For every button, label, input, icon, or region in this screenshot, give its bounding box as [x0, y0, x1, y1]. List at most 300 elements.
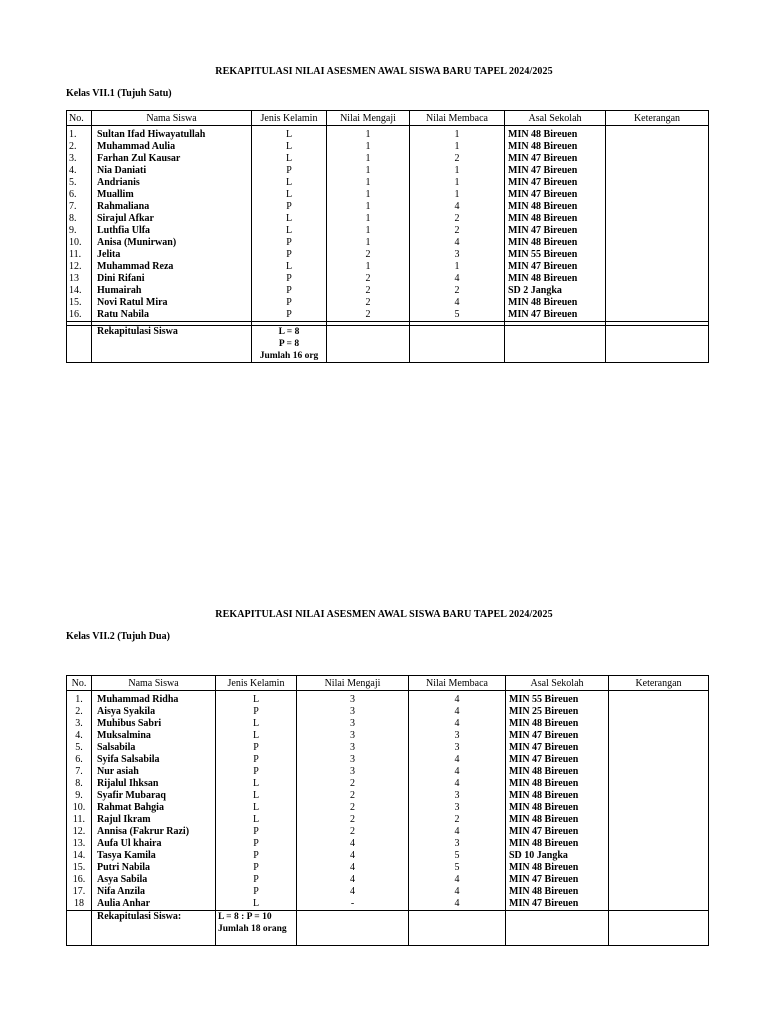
student-name: Annisa (Fakrur Razi)	[92, 826, 216, 838]
header-jenis-kelamin: Jenis Kelamin	[252, 111, 327, 126]
asal-sekolah: MIN 48 Bireuen	[505, 213, 606, 225]
nilai-membaca: 3	[410, 249, 505, 261]
student-name: Muallim	[92, 189, 252, 201]
table-row	[67, 285, 709, 297]
nilai-mengaji: 2	[297, 814, 409, 826]
keterangan	[606, 273, 709, 285]
table-kelas-vii-2	[66, 675, 709, 946]
keterangan	[609, 838, 709, 850]
nilai-membaca: 3	[409, 790, 506, 802]
nilai-mengaji: 2	[297, 802, 409, 814]
row-no: 5.	[67, 177, 92, 189]
nilai-membaca: 4	[409, 898, 506, 911]
nilai-membaca: 1	[410, 189, 505, 201]
table-row	[67, 273, 709, 285]
student-name: Luthfia Ulfa	[92, 225, 252, 237]
student-name: Rahmat Bahgia	[92, 802, 216, 814]
student-name: Muhammad Reza	[92, 261, 252, 273]
nilai-membaca: 2	[410, 153, 505, 165]
asal-sekolah: MIN 47 Bireuen	[505, 309, 606, 322]
row-no: 15.	[67, 862, 92, 874]
row-no: 17.	[67, 886, 92, 898]
nilai-mengaji: 2	[297, 790, 409, 802]
table-row	[67, 189, 709, 201]
nilai-mengaji: 3	[297, 706, 409, 718]
gender: P	[216, 706, 297, 718]
table-row	[67, 766, 709, 778]
header-keterangan: Keterangan	[606, 111, 709, 126]
row-no: 10.	[67, 802, 92, 814]
student-name: Sultan Ifad Hiwayatullah	[92, 126, 252, 142]
nilai-membaca: 1	[410, 141, 505, 153]
asal-sekolah: MIN 47 Bireuen	[506, 826, 609, 838]
keterangan	[609, 691, 709, 707]
nilai-membaca: 4	[409, 766, 506, 778]
nilai-membaca: 3	[409, 802, 506, 814]
nilai-membaca: 4	[409, 886, 506, 898]
keterangan	[606, 297, 709, 309]
asal-sekolah: MIN 25 Bireuen	[506, 706, 609, 718]
row-no: 13.	[67, 838, 92, 850]
asal-sekolah: MIN 48 Bireuen	[505, 297, 606, 309]
nilai-mengaji: -	[297, 898, 409, 911]
keterangan	[606, 126, 709, 142]
keterangan	[609, 874, 709, 886]
keterangan	[606, 165, 709, 177]
student-name: Syafir Mubaraq	[92, 790, 216, 802]
student-name: Sirajul Afkar	[92, 213, 252, 225]
gender: P	[252, 285, 327, 297]
asal-sekolah: MIN 48 Bireuen	[505, 201, 606, 213]
keterangan	[609, 766, 709, 778]
gender: L	[252, 225, 327, 237]
table-row	[67, 249, 709, 261]
student-name: Nur asiah	[92, 766, 216, 778]
nilai-mengaji: 4	[297, 886, 409, 898]
row-no: 2.	[67, 706, 92, 718]
gender: P	[216, 754, 297, 766]
table-row	[67, 778, 709, 790]
asal-sekolah: MIN 48 Bireuen	[505, 141, 606, 153]
nilai-mengaji: 3	[297, 742, 409, 754]
header-nilai-membaca: Nilai Membaca	[409, 676, 506, 691]
student-name: Putri Nabila	[92, 862, 216, 874]
student-name: Nia Daniati	[92, 165, 252, 177]
row-no: 1.	[67, 126, 92, 142]
nilai-mengaji: 1	[327, 213, 410, 225]
asal-sekolah: MIN 48 Bireuen	[506, 718, 609, 730]
gender: L	[216, 790, 297, 802]
gender: P	[252, 309, 327, 322]
student-name: Nifa Anzila	[92, 886, 216, 898]
keterangan	[606, 249, 709, 261]
nilai-mengaji: 1	[327, 126, 410, 142]
keterangan	[606, 201, 709, 213]
student-name: Aulia Anhar	[92, 898, 216, 911]
header-nama-siswa: Nama Siswa	[92, 676, 216, 691]
nilai-mengaji: 3	[297, 766, 409, 778]
gender: L	[252, 213, 327, 225]
asal-sekolah: MIN 48 Bireuen	[506, 814, 609, 826]
nilai-membaca: 2	[410, 213, 505, 225]
gender: P	[216, 850, 297, 862]
summary-line: L = 8	[278, 327, 300, 337]
row-no: 10.	[67, 237, 92, 249]
keterangan	[609, 814, 709, 826]
header-jenis-kelamin: Jenis Kelamin	[216, 676, 297, 691]
section-2-kelas: Kelas VII.2 (Tujuh Dua)	[66, 631, 170, 642]
nilai-membaca: 4	[410, 273, 505, 285]
table-row	[67, 814, 709, 826]
section-1-title: REKAPITULASI NILAI ASESMEN AWAL SISWA BARU TAPEL 2024/2025	[215, 66, 553, 77]
nilai-membaca: 5	[410, 309, 505, 322]
keterangan	[606, 225, 709, 237]
section-1-kelas: Kelas VII.1 (Tujuh Satu)	[66, 88, 172, 99]
nilai-membaca: 4	[410, 297, 505, 309]
summary-counts	[252, 326, 327, 363]
nilai-mengaji: 1	[327, 261, 410, 273]
nilai-mengaji: 2	[297, 826, 409, 838]
table-row	[67, 898, 709, 911]
nilai-mengaji: 1	[327, 153, 410, 165]
nilai-mengaji: 1	[327, 225, 410, 237]
table-row	[67, 850, 709, 862]
asal-sekolah: SD 10 Jangka	[506, 850, 609, 862]
row-no: 3.	[67, 153, 92, 165]
summary-label: Rekapitulasi Siswa:	[92, 911, 216, 946]
nilai-mengaji: 1	[327, 165, 410, 177]
nilai-membaca: 1	[410, 177, 505, 189]
nilai-mengaji: 2	[327, 273, 410, 285]
asal-sekolah: MIN 48 Bireuen	[506, 886, 609, 898]
gender: L	[216, 778, 297, 790]
nilai-membaca: 4	[409, 718, 506, 730]
table-header-row	[67, 111, 709, 126]
keterangan	[606, 177, 709, 189]
student-name: Rajul Ikram	[92, 814, 216, 826]
asal-sekolah: MIN 47 Bireuen	[506, 730, 609, 742]
asal-sekolah: MIN 48 Bireuen	[505, 126, 606, 142]
table-row	[67, 213, 709, 225]
nilai-membaca: 5	[409, 862, 506, 874]
keterangan	[609, 862, 709, 874]
gender: L	[216, 718, 297, 730]
asal-sekolah: MIN 48 Bireuen	[505, 273, 606, 285]
table-row	[67, 309, 709, 322]
student-name: Rahmaliana	[92, 201, 252, 213]
nilai-mengaji: 1	[327, 189, 410, 201]
nilai-membaca: 2	[410, 225, 505, 237]
asal-sekolah: MIN 47 Bireuen	[505, 177, 606, 189]
row-no: 3.	[67, 718, 92, 730]
table-row	[67, 826, 709, 838]
row-no: 5.	[67, 742, 92, 754]
keterangan	[606, 153, 709, 165]
student-name: Asya Sabila	[92, 874, 216, 886]
nilai-mengaji: 2	[327, 249, 410, 261]
row-no: 7.	[67, 766, 92, 778]
gender: L	[216, 691, 297, 707]
student-name: Aufa Ul khaira	[92, 838, 216, 850]
keterangan	[609, 718, 709, 730]
nilai-membaca: 2	[409, 814, 506, 826]
keterangan	[609, 790, 709, 802]
student-name: Farhan Zul Kausar	[92, 153, 252, 165]
summary-label: Rekapitulasi Siswa	[92, 326, 252, 363]
row-no: 9.	[67, 225, 92, 237]
table-row	[67, 261, 709, 273]
gender: L	[252, 261, 327, 273]
header-nama-siswa: Nama Siswa	[92, 111, 252, 126]
gender: P	[252, 273, 327, 285]
header-asal-sekolah: Asal Sekolah	[506, 676, 609, 691]
row-no: 12.	[67, 826, 92, 838]
student-name: Anisa (Munirwan)	[92, 237, 252, 249]
gender: P	[252, 297, 327, 309]
summary-row	[67, 911, 709, 946]
nilai-mengaji: 2	[327, 309, 410, 322]
student-name: Muhammad Ridha	[92, 691, 216, 707]
nilai-membaca: 1	[410, 165, 505, 177]
table-row	[67, 742, 709, 754]
nilai-membaca: 4	[409, 778, 506, 790]
student-name: Rijalul Ihksan	[92, 778, 216, 790]
table-row	[67, 297, 709, 309]
table-row	[67, 862, 709, 874]
student-name: Muksalmina	[92, 730, 216, 742]
nilai-membaca: 1	[410, 261, 505, 273]
table-row	[67, 237, 709, 249]
nilai-mengaji: 1	[327, 141, 410, 153]
table-row	[67, 802, 709, 814]
gender: P	[216, 838, 297, 850]
keterangan	[609, 802, 709, 814]
nilai-membaca: 3	[409, 742, 506, 754]
asal-sekolah: MIN 48 Bireuen	[506, 790, 609, 802]
summary-line: P = 8	[278, 339, 300, 349]
nilai-membaca: 5	[409, 850, 506, 862]
keterangan	[606, 285, 709, 297]
asal-sekolah: MIN 48 Bireuen	[506, 802, 609, 814]
nilai-membaca: 4	[409, 826, 506, 838]
student-name: Humairah	[92, 285, 252, 297]
summary-row	[67, 326, 709, 363]
table-row	[67, 153, 709, 165]
asal-sekolah: MIN 48 Bireuen	[506, 766, 609, 778]
gender: P	[252, 201, 327, 213]
asal-sekolah: MIN 47 Bireuen	[505, 261, 606, 273]
table-row	[67, 874, 709, 886]
gender: P	[216, 766, 297, 778]
row-no: 6.	[67, 189, 92, 201]
header-no: No.	[67, 676, 92, 691]
row-no: 8.	[67, 778, 92, 790]
row-no: 14.	[67, 850, 92, 862]
header-nilai-mengaji: Nilai Mengaji	[327, 111, 410, 126]
gender: L	[252, 141, 327, 153]
nilai-membaca: 4	[409, 874, 506, 886]
asal-sekolah: MIN 55 Bireuen	[506, 691, 609, 707]
keterangan	[609, 886, 709, 898]
keterangan	[609, 898, 709, 911]
table-row	[67, 886, 709, 898]
nilai-mengaji: 2	[327, 285, 410, 297]
student-name: Muhammad Aulia	[92, 141, 252, 153]
keterangan	[609, 754, 709, 766]
gender: L	[252, 126, 327, 142]
header-nilai-mengaji: Nilai Mengaji	[297, 676, 409, 691]
asal-sekolah: MIN 47 Bireuen	[506, 898, 609, 911]
keterangan	[609, 826, 709, 838]
table-row	[67, 790, 709, 802]
asal-sekolah: MIN 48 Bireuen	[506, 838, 609, 850]
keterangan	[606, 237, 709, 249]
row-no: 13	[67, 273, 92, 285]
nilai-membaca: 3	[409, 838, 506, 850]
student-name: Andrianis	[92, 177, 252, 189]
table-row	[67, 201, 709, 213]
asal-sekolah: MIN 48 Bireuen	[506, 778, 609, 790]
header-keterangan: Keterangan	[609, 676, 709, 691]
row-no: 16.	[67, 874, 92, 886]
student-name: Jelita	[92, 249, 252, 261]
nilai-mengaji: 3	[297, 754, 409, 766]
table-kelas-vii-1	[66, 110, 709, 363]
table-row	[67, 691, 709, 707]
keterangan	[609, 742, 709, 754]
nilai-mengaji: 4	[297, 850, 409, 862]
gender: L	[252, 189, 327, 201]
table-row	[67, 126, 709, 142]
nilai-membaca: 3	[409, 730, 506, 742]
keterangan	[606, 261, 709, 273]
gender: P	[252, 237, 327, 249]
asal-sekolah: MIN 47 Bireuen	[506, 742, 609, 754]
nilai-mengaji: 3	[297, 730, 409, 742]
keterangan	[606, 189, 709, 201]
nilai-mengaji: 2	[297, 778, 409, 790]
keterangan	[606, 141, 709, 153]
gender: P	[216, 862, 297, 874]
nilai-mengaji: 1	[327, 201, 410, 213]
row-no: 11.	[67, 814, 92, 826]
section-2-title: REKAPITULASI NILAI ASESMEN AWAL SISWA BARU TAPEL 2024/2025	[215, 609, 553, 620]
nilai-membaca: 2	[410, 285, 505, 297]
table-row	[67, 754, 709, 766]
gender: P	[252, 249, 327, 261]
summary-line: Jumlah 18 orang	[218, 924, 287, 934]
keterangan	[609, 778, 709, 790]
keterangan	[606, 309, 709, 322]
student-name: Tasya Kamila	[92, 850, 216, 862]
nilai-mengaji: 4	[297, 838, 409, 850]
row-no: 11.	[67, 249, 92, 261]
row-no: 16.	[67, 309, 92, 322]
asal-sekolah: MIN 47 Bireuen	[505, 165, 606, 177]
summary-counts	[216, 911, 297, 946]
nilai-mengaji: 3	[297, 691, 409, 707]
asal-sekolah: MIN 55 Bireuen	[505, 249, 606, 261]
table-row	[67, 177, 709, 189]
gender: L	[252, 153, 327, 165]
asal-sekolah: MIN 47 Bireuen	[505, 153, 606, 165]
nilai-membaca: 1	[410, 126, 505, 142]
summary-line: Jumlah 16 org	[259, 351, 319, 361]
summary-line: L = 8 : P = 10	[218, 912, 272, 922]
nilai-mengaji: 1	[327, 177, 410, 189]
nilai-membaca: 4	[409, 691, 506, 707]
row-no: 9.	[67, 790, 92, 802]
row-no: 2.	[67, 141, 92, 153]
nilai-mengaji: 1	[327, 237, 410, 249]
gender: P	[216, 742, 297, 754]
table-row	[67, 838, 709, 850]
row-no: 4.	[67, 730, 92, 742]
table-row	[67, 706, 709, 718]
gender: P	[216, 874, 297, 886]
nilai-membaca: 4	[410, 201, 505, 213]
nilai-membaca: 4	[409, 754, 506, 766]
header-no: No.	[67, 111, 92, 126]
row-no: 8.	[67, 213, 92, 225]
gender: P	[252, 165, 327, 177]
row-no: 6.	[67, 754, 92, 766]
asal-sekolah: MIN 47 Bireuen	[505, 225, 606, 237]
table-row	[67, 165, 709, 177]
nilai-mengaji: 3	[297, 718, 409, 730]
nilai-mengaji: 2	[327, 297, 410, 309]
keterangan	[609, 730, 709, 742]
student-name: Novi Ratul Mira	[92, 297, 252, 309]
student-name: Dini Rifani	[92, 273, 252, 285]
gender: L	[216, 898, 297, 911]
asal-sekolah: MIN 47 Bireuen	[505, 189, 606, 201]
keterangan	[609, 850, 709, 862]
table-row	[67, 718, 709, 730]
row-no: 1.	[67, 691, 92, 707]
table-row	[67, 225, 709, 237]
asal-sekolah: MIN 47 Bireuen	[506, 874, 609, 886]
asal-sekolah: MIN 48 Bireuen	[506, 862, 609, 874]
header-asal-sekolah: Asal Sekolah	[505, 111, 606, 126]
gender: P	[216, 886, 297, 898]
student-name: Aisya Syakila	[92, 706, 216, 718]
student-name: Salsabila	[92, 742, 216, 754]
gender: P	[216, 826, 297, 838]
asal-sekolah: MIN 48 Bireuen	[505, 237, 606, 249]
student-name: Ratu Nabila	[92, 309, 252, 322]
keterangan	[606, 213, 709, 225]
gender: L	[216, 802, 297, 814]
keterangan	[609, 706, 709, 718]
gender: L	[216, 730, 297, 742]
table-row	[67, 730, 709, 742]
nilai-mengaji: 4	[297, 874, 409, 886]
gender: L	[252, 177, 327, 189]
row-no: 18	[67, 898, 92, 911]
row-no: 7.	[67, 201, 92, 213]
row-no: 4.	[67, 165, 92, 177]
nilai-membaca: 4	[410, 237, 505, 249]
gender: L	[216, 814, 297, 826]
asal-sekolah: SD 2 Jangka	[505, 285, 606, 297]
student-name: Muhibus Sabri	[92, 718, 216, 730]
header-nilai-membaca: Nilai Membaca	[410, 111, 505, 126]
row-no: 12.	[67, 261, 92, 273]
student-name: Syifa Salsabila	[92, 754, 216, 766]
asal-sekolah: MIN 47 Bireuen	[506, 754, 609, 766]
table-row	[67, 141, 709, 153]
